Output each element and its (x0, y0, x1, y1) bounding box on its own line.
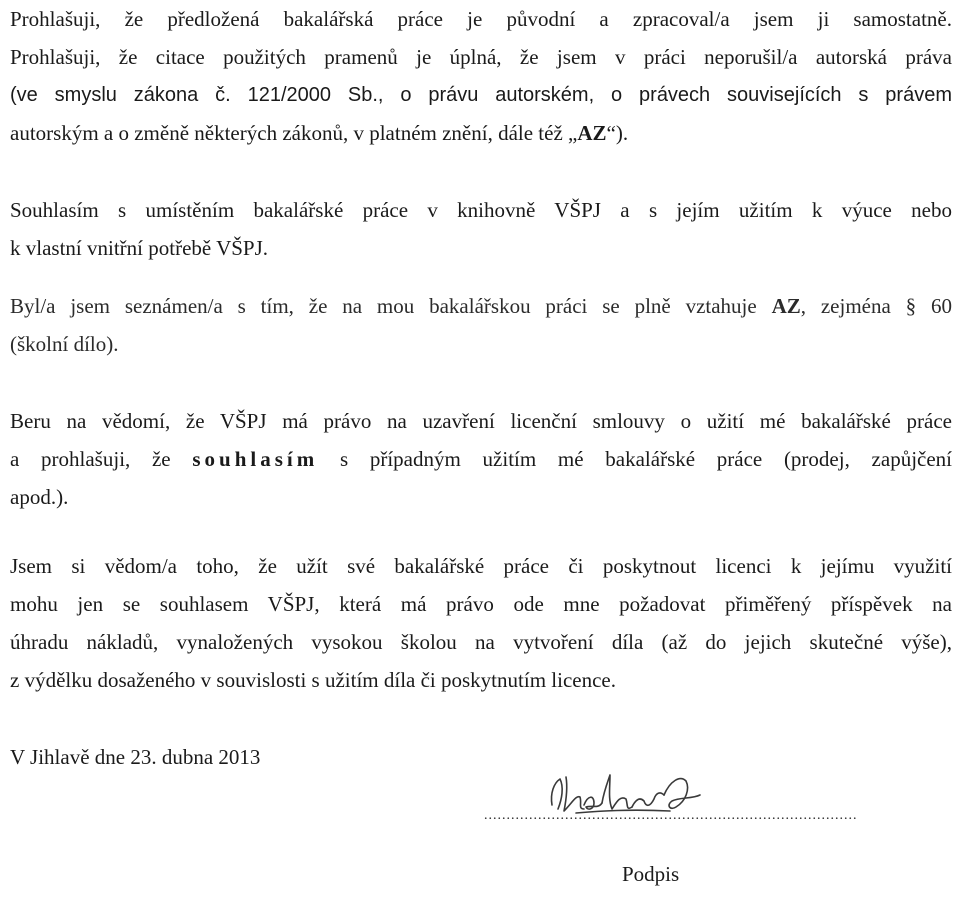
p5-line-4: z výdělku dosaženého v souvislosti s užitím díla či poskytnutím licence. (10, 668, 616, 692)
signature-line: ................................................................................... (484, 808, 858, 823)
compensation-paragraph (10, 547, 952, 699)
library-consent-paragraph (10, 191, 952, 267)
p3-line-1-text: Byl/a jsem seznámen/a s tím, že na mou bakalářskou práci se plně vztahuje (10, 294, 772, 318)
school-work-paragraph (10, 287, 952, 363)
p4-line-3: apod.). (10, 485, 69, 509)
p2-line-2: k vlastní vnitřní potřebě VŠPJ. (10, 236, 269, 260)
p1-line-1: Prohlašuji, že předložená bakalářská práce je původní a zpracoval/a jsem ji samostatně. (10, 7, 952, 31)
p4-line-1: Beru na vědomí, že VŠPJ má právo na uzavření licenční smlouvy o užití mé bakalářské práce (10, 409, 952, 433)
p1-line-4-end: “). (606, 121, 629, 145)
p3-line-1-end: , zejména § 60 (800, 294, 952, 318)
p4-line-2-end: s případným užitím mé bakalářské práce (prodej, zapůjčení (318, 447, 953, 471)
p3-line-1 (10, 287, 952, 325)
p2-line-1: Souhlasím s umístěním bakalářské práce v knihovně VŠPJ a s jejím užitím k výuce nebo (10, 198, 952, 222)
license-paragraph (10, 402, 952, 516)
handwritten-signature (480, 765, 858, 835)
p5-line-1: Jsem si vědom/a toho, že užít své bakalářské práce či poskytnout licenci k jejímu využití (10, 554, 952, 578)
az-abbreviation: AZ (771, 294, 801, 318)
consent-word: souhlasím (192, 447, 319, 471)
az-abbreviation: AZ (577, 121, 607, 145)
p4-line-2-text: a prohlašuji, že (10, 447, 193, 471)
originality-paragraph (10, 0, 952, 152)
p1-line-4-text: autorským a o změně některých zákonů, v platném znění, dále též „ (10, 121, 578, 145)
place-date-text: V Jihlavě dne 23. dubna 2013 (10, 745, 261, 769)
p5-line-3: úhradu nákladů, vynaložených vysokou školou na vytvoření díla (až do jejich skutečné výše), (10, 630, 952, 654)
p1-line-2: Prohlašuji, že citace použitých pramenů je úplná, že jsem v práci neporušil/a autorská práva (10, 45, 952, 69)
signature-label: Podpis (622, 862, 680, 886)
p1-line-4 (10, 114, 952, 152)
p3-line-2: (školní dílo). (10, 332, 119, 356)
p5-line-2: mohu jen se souhlasem VŠPJ, která má právo ode mne požadovat přiměřený příspěvek na (10, 592, 952, 616)
p4-line-2 (10, 440, 952, 478)
signature-scribble-icon (480, 765, 858, 835)
p1-line-3: (ve smyslu zákona č. 121/2000 Sb., o právu autorském, o právech souvisejících s právem (10, 84, 952, 106)
